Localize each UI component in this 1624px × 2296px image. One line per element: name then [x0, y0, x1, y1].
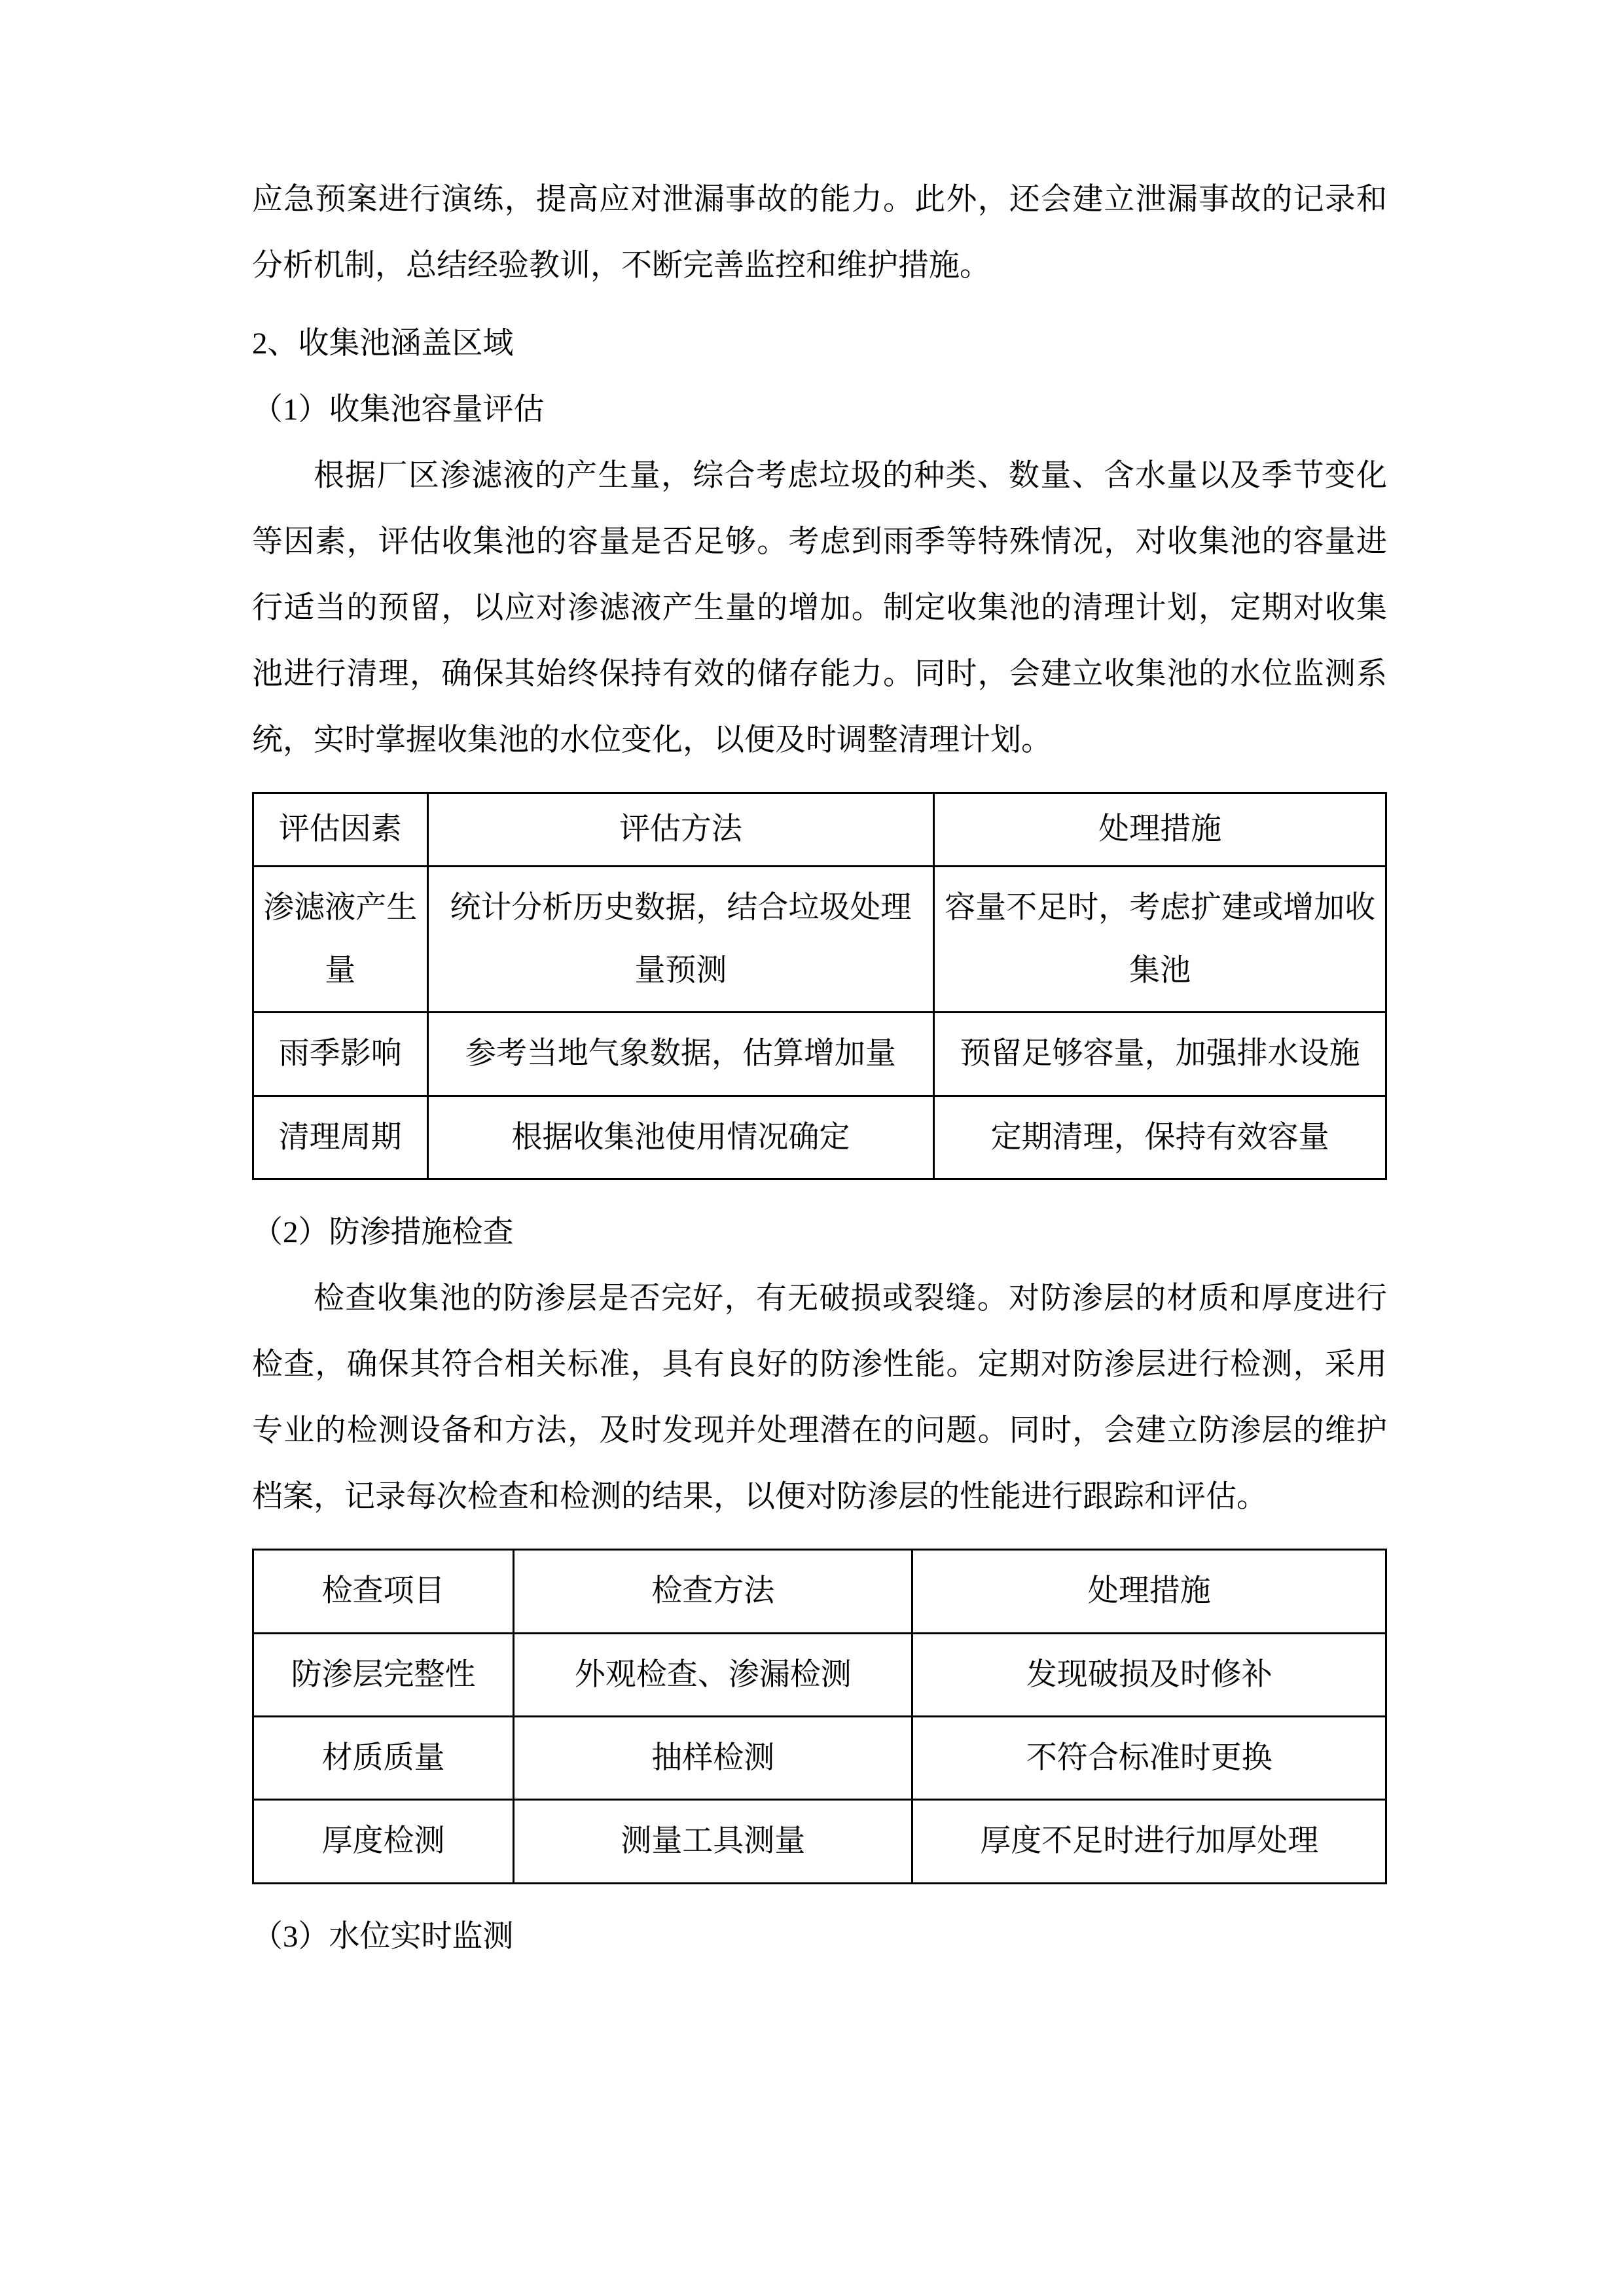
- table-cell: 雨季影响: [253, 1013, 428, 1096]
- table-header-cell: 处理措施: [912, 1550, 1386, 1633]
- subsection-2-heading: （2）防渗措施检查: [252, 1215, 514, 1250]
- table-cell: 材质质量: [253, 1717, 514, 1800]
- table-cell: 定期清理，保持有效容量: [934, 1096, 1386, 1179]
- table-row: [253, 1633, 1386, 1716]
- table-cell: 渗滤液产生量: [253, 866, 428, 1013]
- section-heading: 2、收集池涵盖区域: [252, 327, 514, 361]
- table-row: [253, 1096, 1386, 1179]
- table-row: [253, 1717, 1386, 1800]
- table-header-cell: 处理措施: [934, 793, 1386, 866]
- table-cell: 容量不足时，考虑扩建或增加收集池: [934, 866, 1386, 1013]
- table-header-cell: 评估因素: [253, 793, 428, 866]
- capacity-paragraph: 根据厂区渗滤液的产生量，综合考虑垃圾的种类、数量、含水量以及季节变化等因素，评估收集池的容量是否足够。考虑到雨季等特殊情况，对收集池的容量进行适当的预留，以应对渗滤液产生量的增加。制定收集池的清理计划，定期对收集池进行清理，确保其始终保持有效的储存能力。同时，会建立收集池的水位监测系统，实时掌握收集池的水位变化，以便及时调整清理计划。: [252, 459, 1387, 758]
- table-header-cell: 评估方法: [427, 793, 934, 866]
- table-cell: 厚度检测: [253, 1800, 514, 1883]
- table-row: [253, 1800, 1386, 1883]
- table-cell: 抽样检测: [514, 1717, 912, 1800]
- table-cell: 厚度不足时进行加厚处理: [912, 1800, 1386, 1883]
- capacity-evaluation-table: [252, 792, 1387, 1180]
- table-row: [253, 866, 1386, 1013]
- table-cell: 根据收集池使用情况确定: [427, 1096, 934, 1179]
- table-cell: 测量工具测量: [514, 1800, 912, 1883]
- table-header-row: [253, 793, 1386, 866]
- table-cell: 外观检查、渗漏检测: [514, 1633, 912, 1716]
- table-cell: 不符合标准时更换: [912, 1717, 1386, 1800]
- continuation-paragraph: 应急预案进行演练，提高应对泄漏事故的能力。此外，还会建立泄漏事故的记录和分析机制，总结经验教训，不断完善监控和维护措施。: [252, 183, 1387, 283]
- table-row: [253, 1013, 1386, 1096]
- table-cell: 参考当地气象数据，估算增加量: [427, 1013, 934, 1096]
- table-cell: 统计分析历史数据，结合垃圾处理量预测: [427, 866, 934, 1013]
- seepage-inspection-table: [252, 1549, 1387, 1884]
- table-header-cell: 检查项目: [253, 1550, 514, 1633]
- subsection-3-heading: （3）水位实时监测: [252, 1919, 514, 1954]
- table-header-row: [253, 1550, 1386, 1633]
- table-cell: 清理周期: [253, 1096, 428, 1179]
- table-header-cell: 检查方法: [514, 1550, 912, 1633]
- subsection-1-heading: （1）收集池容量评估: [252, 393, 545, 427]
- seepage-paragraph: 检查收集池的防渗层是否完好，有无破损或裂缝。对防渗层的材质和厚度进行检查，确保其符合相关标准，具有良好的防渗性能。定期对防渗层进行检测，采用专业的检测设备和方法，及时发现并处理潜在的问题。同时，会建立防渗层的维护档案，记录每次检查和检测的结果，以便对防渗层的性能进行跟踪和评估。: [252, 1282, 1387, 1515]
- table-cell: 预留足够容量，加强排水设施: [934, 1013, 1386, 1096]
- table-cell: 防渗层完整性: [253, 1633, 514, 1716]
- table-cell: 发现破损及时修补: [912, 1633, 1386, 1716]
